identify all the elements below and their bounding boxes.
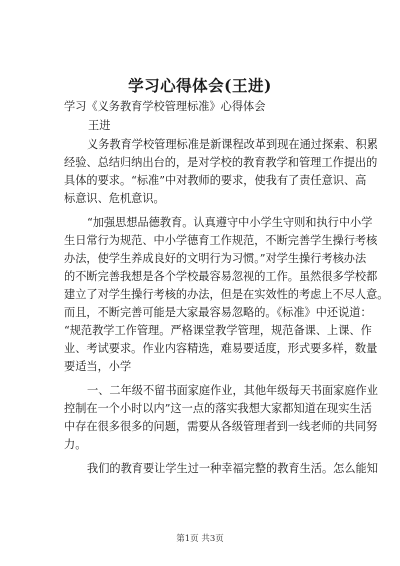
body-line: 而且，不断完善可能是大家最容易忽略的。《标准》中还说道：: [64, 306, 372, 319]
body-line: 的不断完善我想是各个学校最容易忽视的工作。虽然很多学校都: [64, 270, 378, 283]
body-line: 具体的要求。“标准”中对教师的要求，使我有了责任意识、高: [64, 174, 367, 187]
body-line: 控制在一个小时以内”这一点的落实我想大家都知道在现实生活: [64, 402, 372, 415]
body-line: “规范教学工作管理。严格课堂教学管理，规范备课、上课、作: [64, 324, 372, 337]
document-title: 学习心得体会(王进): [128, 76, 272, 95]
body-line: 力。: [64, 438, 87, 451]
document-subtitle: 学习《义务教育学校管理标准》心得体会: [64, 100, 266, 113]
body-line: 要适当，小学: [64, 360, 132, 373]
body-line: 中存在很多很多的问题，需要从各级管理者到一线老师的共同努: [64, 420, 378, 433]
page-footer: 第1页 共3页: [176, 534, 224, 544]
document-author: 王进: [88, 119, 111, 132]
body-line: 办法，使学生养成良好的文明行为习惯。”对学生操行考核办法: [64, 252, 367, 265]
body-line: 生日常行为规范、中小学德育工作规范，不断完善学生操行考核: [64, 234, 378, 247]
body-line: 经验、总结归纳出台的，是对学校的教育教学和管理工作提出的: [64, 156, 378, 169]
body-line: 一、二年级不留书面家庭作业，其他年级每天书面家庭作业: [87, 384, 378, 397]
body-line: 业、考试要求。作业内容精选，难易要适度，形式要多样，数量: [64, 342, 378, 355]
body-line: 建立了对学生操行考核的办法，但是在实效性的考虑上不尽人意。: [64, 288, 389, 301]
body-line: 我们的教育要让学生过一种幸福完整的教育生活。怎么能知: [87, 462, 378, 475]
body-line: “加强思想品德教育。认真遵守中小学生守则和执行中小学: [87, 216, 373, 229]
body-line: 义务教育学校管理标准是新课程改革到现在通过探索、积累: [87, 138, 378, 151]
body-line: 标意识、危机意识。: [64, 192, 165, 205]
